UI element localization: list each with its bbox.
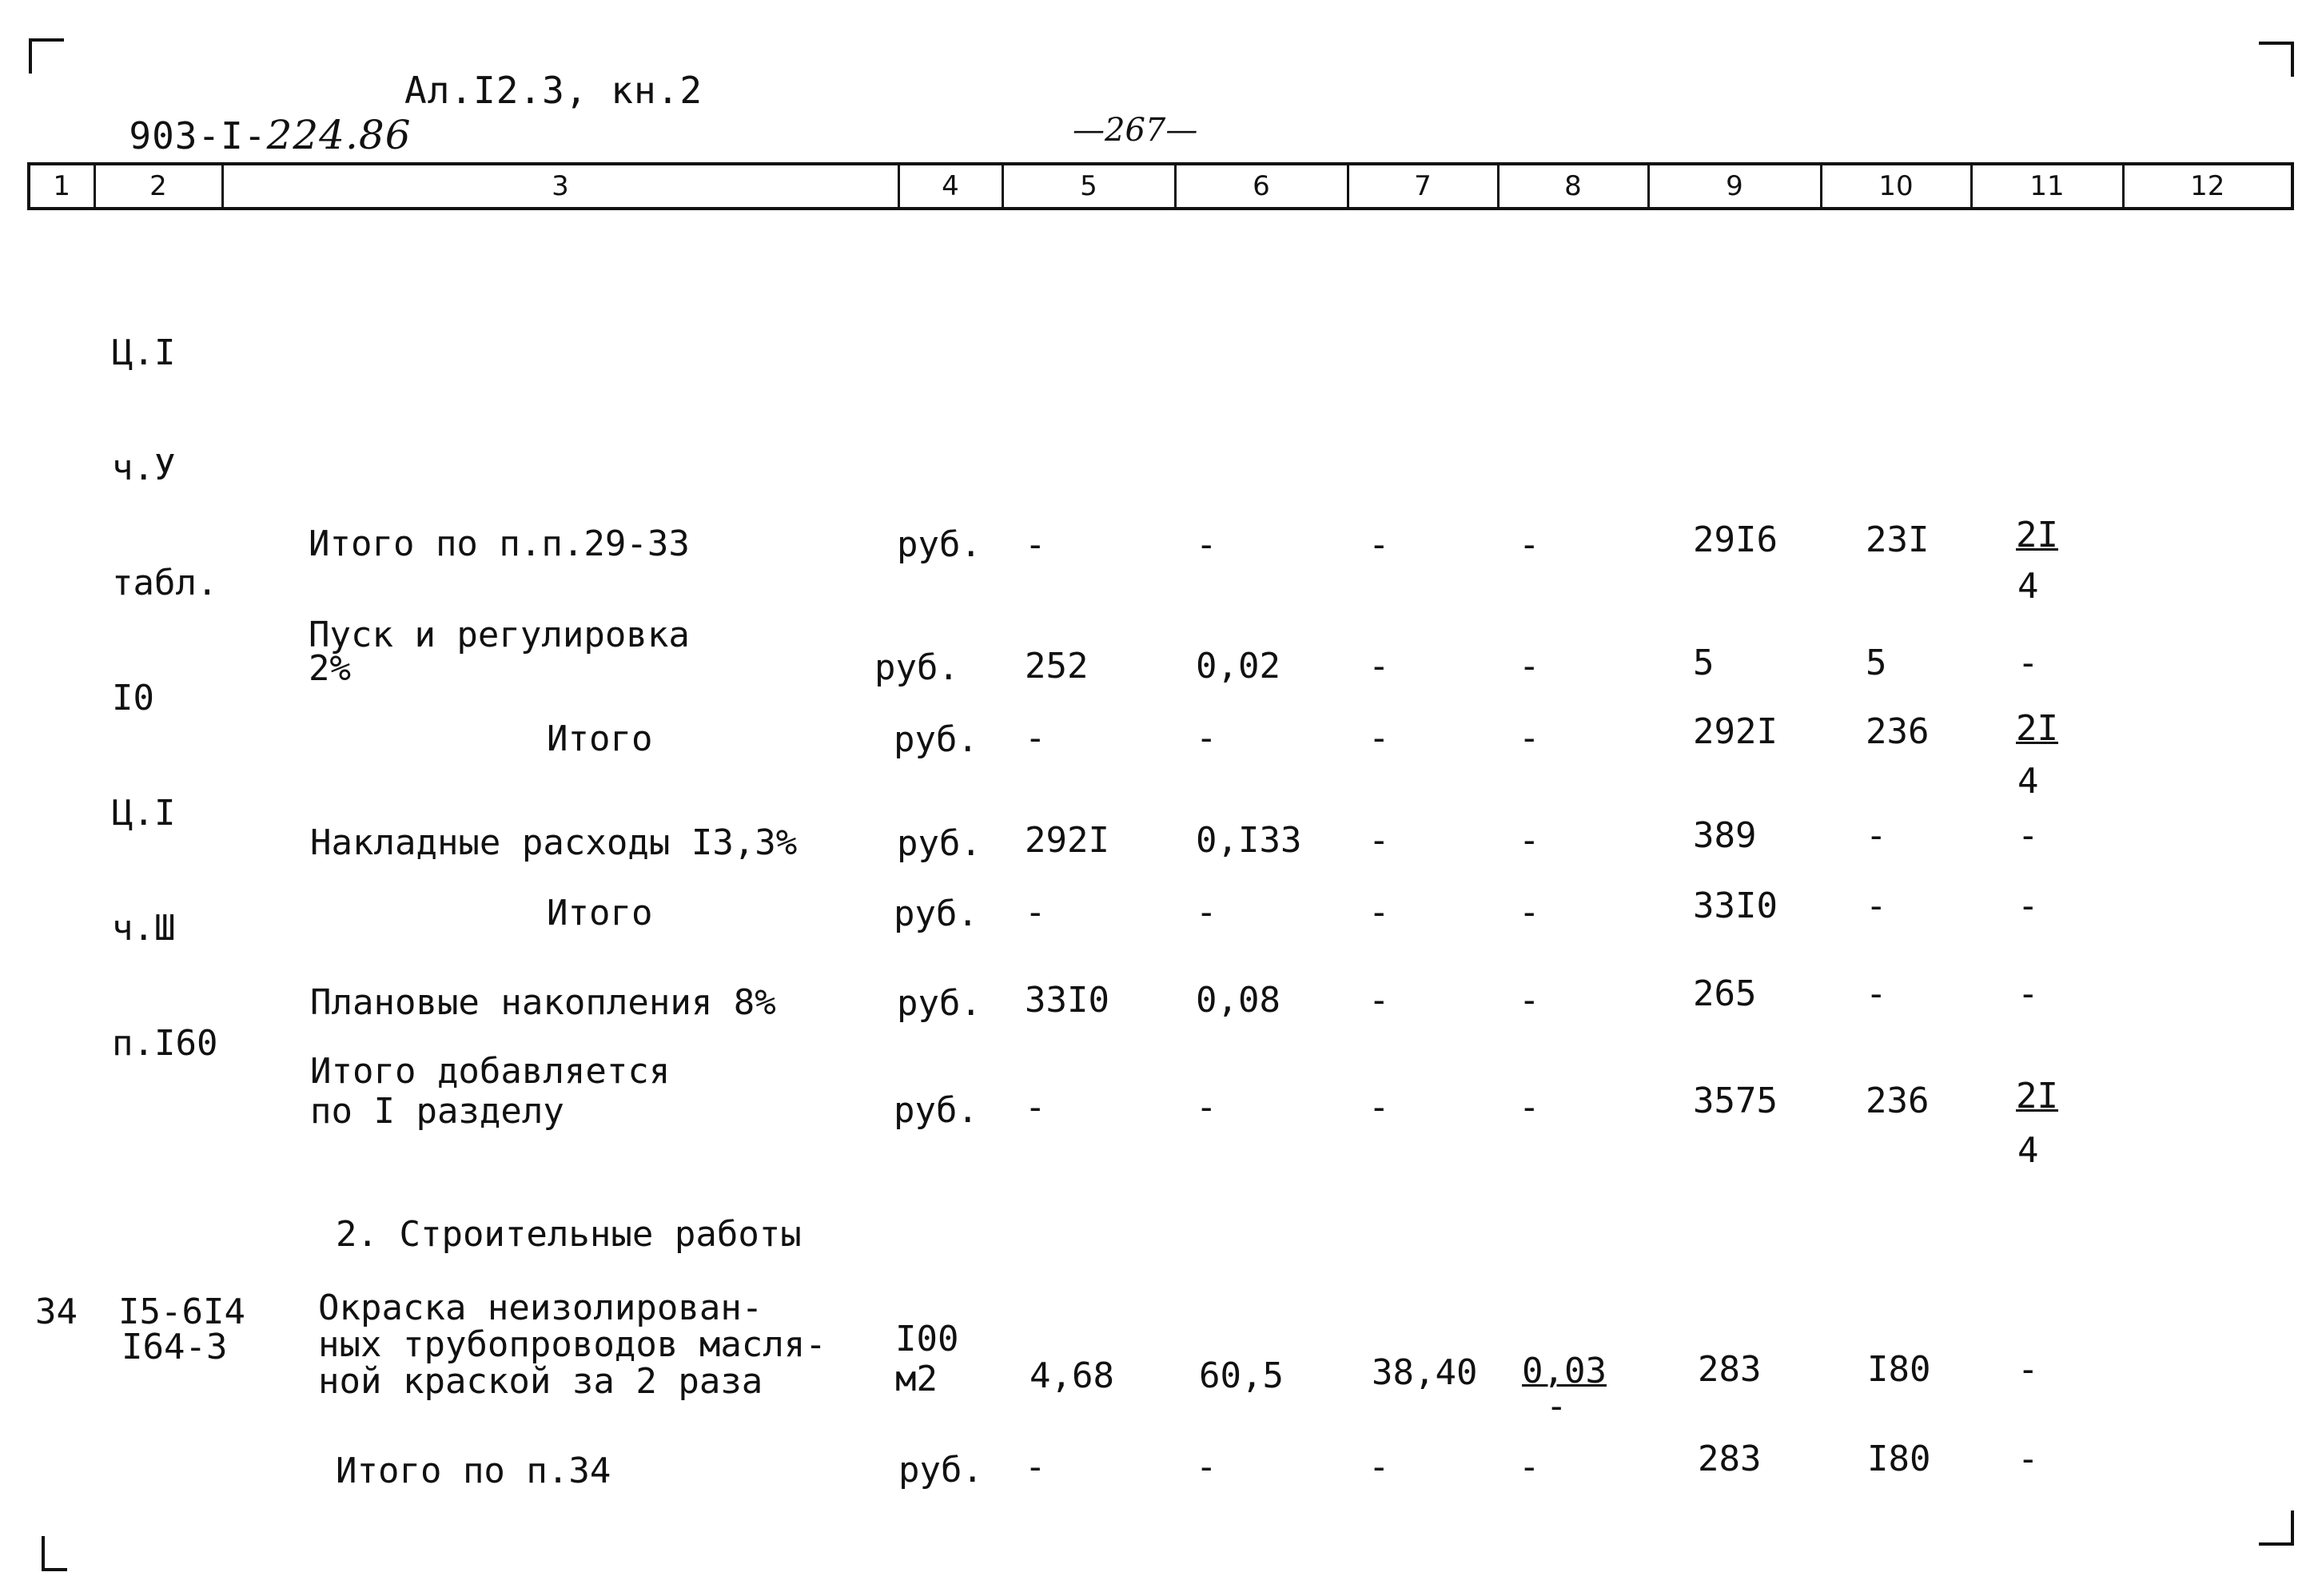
reference-line: ч.Ш [112,908,176,949]
row-description: Итого по п.п.29-33 [309,523,690,564]
cell-col10: 236 [1866,711,1930,752]
row-description: Накладные расходы I3,3% [310,822,798,863]
cell-col9: 5 [1693,643,1715,683]
cell-col11: - [2017,643,2039,683]
corner-mark-top-left [29,38,64,74]
cell-col7: - [1368,1447,1390,1487]
column-number: 4 [898,164,1002,209]
cell-col6: 60,5 [1199,1355,1284,1396]
cell-col11-fraction-bottom: 4 [2017,566,2039,607]
cell-col11: - [2017,1349,2039,1390]
cell-col8: - [1519,1447,1540,1487]
cell-col6: - [1196,524,1217,565]
item-unit-line2: м2 [895,1359,938,1399]
item-description: Окраска неизолирован- [318,1288,763,1328]
cell-col10: - [1866,886,1887,926]
item-code-line2: I64-3 [121,1327,228,1367]
reference-line: п.I60 [112,1023,218,1064]
cell-col10: I80 [1867,1349,1931,1390]
column-number: 10 [1821,164,1971,209]
cell-col6: - [1196,718,1217,758]
cell-col10: - [1866,815,1887,856]
cell-col6: - [1196,1087,1217,1128]
cell-col11-fraction-top: 2I [2016,1076,2058,1116]
cell-col9: 389 [1693,815,1757,856]
cell-col7: - [1368,980,1390,1021]
corner-mark-bottom-left [42,1536,67,1571]
row-description: Итого [547,718,653,759]
reference-line: I0 [112,678,154,718]
column-number: 8 [1498,164,1648,209]
column-number: 12 [2123,164,2292,209]
row-description: Итого [547,893,653,933]
cell-col9: 3575 [1693,1081,1778,1121]
row-unit: руб. [894,719,978,760]
column-number: 5 [1002,164,1175,209]
cell-col5: - [1025,718,1046,758]
row-unit: руб. [897,983,982,1024]
cell-col8: - [1519,718,1540,758]
cell-col8: - [1519,820,1540,861]
cell-col7: - [1368,892,1390,933]
corner-mark-bottom-right [2259,1510,2294,1546]
cell-col10: 5 [1866,643,1887,683]
album-reference: Ал.I2.3, кн.2 [404,69,703,112]
column-number: 9 [1648,164,1821,209]
row-unit: руб. [897,524,982,565]
row-description: Плановые накопления 8% [310,982,776,1023]
cell-col5: 4,68 [1030,1355,1114,1396]
cell-col11-fraction-bottom: 4 [2017,761,2039,802]
cell-col11: - [2017,815,2039,856]
document-code [83,69,412,158]
cell-col5: 252 [1025,646,1089,687]
column-number-header [27,162,2294,210]
cell-col10: - [1866,973,1887,1014]
item-code: I5-6I4 [118,1292,245,1332]
cell-col9: 292I [1693,711,1778,752]
column-number: 7 [1348,164,1498,209]
cell-col7: - [1368,820,1390,861]
reference-line: ч.У [112,448,176,488]
cell-col6: - [1196,892,1217,933]
cell-col7: - [1368,646,1390,687]
item-number: 34 [35,1292,78,1332]
cell-col8-fraction-top: 0,03 [1522,1351,1607,1391]
cell-col11-fraction-top: 2I [2016,708,2058,749]
cell-col10: 236 [1866,1081,1930,1121]
cell-col8: - [1519,980,1540,1021]
reference-line: Ц.I [112,793,176,834]
cell-col9: 283 [1698,1349,1762,1390]
document-code-handwritten: 224.86 [266,112,412,158]
item-unit: I00 [895,1319,959,1359]
item-description-line2: ных трубопроводов масля- [318,1324,826,1365]
cell-col7: - [1368,1087,1390,1128]
cell-col7: 38,40 [1372,1352,1478,1393]
row-description: Итого добавляется [310,1051,671,1092]
column-number: 1 [29,164,94,209]
cell-col7: - [1368,718,1390,758]
row-description-line2: по I разделу [310,1091,564,1132]
row-description: Итого по п.34 [336,1451,611,1491]
cell-col8: - [1519,892,1540,933]
row-unit: руб. [897,823,982,864]
document-code-prefix: 903-I- [129,114,267,157]
corner-mark-top-right [2259,42,2294,77]
reference-line: Ц.I [112,332,176,373]
cell-col7: - [1368,524,1390,565]
page-number: —267— [1073,112,1198,149]
reference-line: табл. [112,563,218,603]
cell-col6: 0,08 [1196,980,1280,1021]
cell-col9: 29I6 [1693,519,1778,560]
cell-col6: 0,02 [1196,646,1280,687]
cell-col5: - [1025,1087,1046,1128]
cell-col8: - [1519,646,1540,687]
row-description: Пуск и регулировка [309,615,690,655]
cell-col5: - [1025,524,1046,565]
cell-col5: - [1025,892,1046,933]
row-unit: руб. [898,1450,983,1491]
cell-col11-fraction-top: 2I [2016,515,2058,555]
cell-col11: - [2017,886,2039,926]
column-number: 11 [1971,164,2123,209]
cell-col11: - [2017,1439,2039,1479]
cell-col9: 265 [1693,973,1757,1014]
item-description-line3: ной краской за 2 раза [318,1361,763,1402]
cell-col5: 292I [1025,820,1109,861]
cell-col9: 33I0 [1693,886,1778,926]
row-description-line2: 2% [309,648,351,689]
cell-col10: I80 [1867,1439,1931,1479]
column-number: 6 [1175,164,1348,209]
cell-col9: 283 [1698,1439,1762,1479]
cell-col5: 33I0 [1025,980,1109,1021]
row-unit: руб. [874,647,959,688]
column-number: 2 [94,164,222,209]
row-unit: руб. [894,894,978,934]
cell-col8: - [1519,524,1540,565]
reference-block [112,257,217,1101]
cell-col11-fraction-bottom: 4 [2017,1130,2039,1171]
cell-col5: - [1025,1447,1046,1487]
column-number: 3 [222,164,898,209]
cell-col8: - [1519,1087,1540,1128]
cell-col6: - [1196,1447,1217,1487]
cell-col11: - [2017,973,2039,1014]
row-unit: руб. [894,1090,978,1131]
cell-col8-fraction-bottom: - [1546,1386,1567,1427]
cell-col6: 0,I33 [1196,820,1302,861]
cell-col10: 23I [1866,519,1930,560]
section-title: 2. Строительные работы [336,1214,802,1255]
